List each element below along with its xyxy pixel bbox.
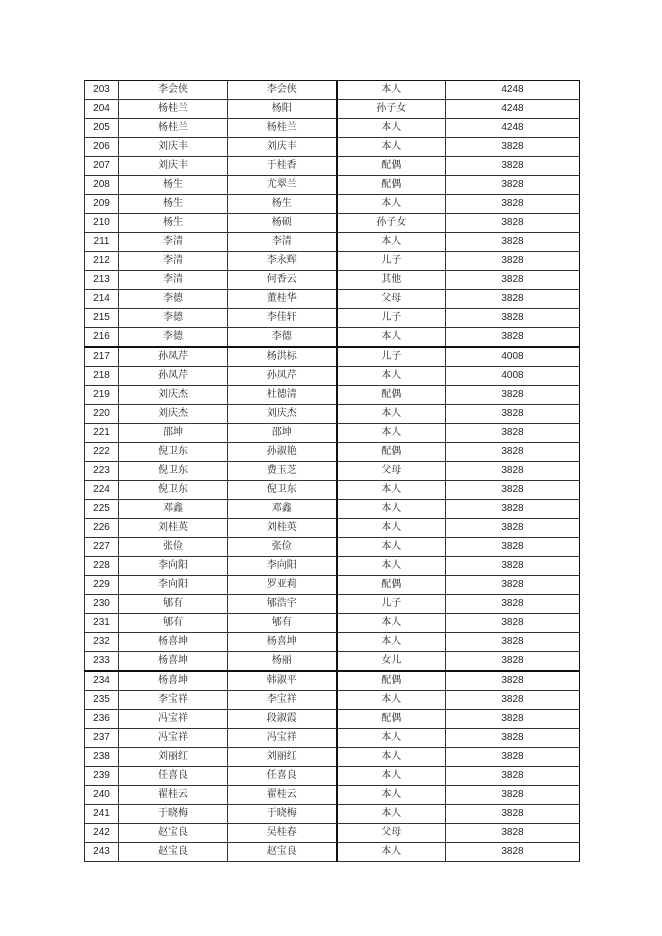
amount-cell: 3828 (446, 538, 580, 557)
householder-cell: 郇有 (119, 595, 228, 614)
relation-cell: 本人 (337, 614, 446, 633)
row-number-cell: 215 (85, 309, 119, 328)
member-name-cell: 李佳轩 (228, 309, 337, 328)
householder-cell: 李清 (119, 233, 228, 252)
member-name-cell: 李永辉 (228, 252, 337, 271)
householder-cell: 杨喜坤 (119, 671, 228, 691)
row-number-cell: 223 (85, 462, 119, 481)
member-name-cell: 李会侠 (228, 81, 337, 100)
householder-cell: 刘桂英 (119, 519, 228, 538)
amount-cell: 3828 (446, 405, 580, 424)
member-name-cell: 杨喜坤 (228, 633, 337, 652)
relation-cell: 本人 (337, 786, 446, 805)
member-name-cell: 邵坤 (228, 424, 337, 443)
amount-cell: 3828 (446, 290, 580, 309)
householder-cell: 孙凤芹 (119, 347, 228, 367)
row-number-cell: 210 (85, 214, 119, 233)
member-name-cell: 杨丽 (228, 652, 337, 672)
member-name-cell: 费玉芝 (228, 462, 337, 481)
relation-cell: 配偶 (337, 386, 446, 405)
row-number-cell: 204 (85, 100, 119, 119)
table-row (85, 576, 580, 595)
amount-cell: 3828 (446, 462, 580, 481)
householder-cell: 李宝祥 (119, 691, 228, 710)
row-number-cell: 234 (85, 671, 119, 691)
row-number-cell: 226 (85, 519, 119, 538)
table-row (85, 538, 580, 557)
row-number-cell: 224 (85, 481, 119, 500)
member-name-cell: 刘庆丰 (228, 138, 337, 157)
relation-cell: 父母 (337, 462, 446, 481)
relation-cell: 配偶 (337, 176, 446, 195)
relation-cell: 本人 (337, 748, 446, 767)
amount-cell: 3828 (446, 233, 580, 252)
table-row (85, 443, 580, 462)
member-name-cell: 倪卫东 (228, 481, 337, 500)
householder-cell: 杨生 (119, 214, 228, 233)
householder-cell: 倪卫东 (119, 443, 228, 462)
amount-cell: 4008 (446, 367, 580, 386)
table-row (85, 633, 580, 652)
relation-cell: 儿子 (337, 347, 446, 367)
row-number-cell: 225 (85, 500, 119, 519)
member-name-cell: 郇浩宇 (228, 595, 337, 614)
amount-cell: 3828 (446, 481, 580, 500)
table-row (85, 748, 580, 767)
row-number-cell: 229 (85, 576, 119, 595)
householder-cell: 倪卫东 (119, 462, 228, 481)
relation-cell: 本人 (337, 328, 446, 348)
relation-cell: 本人 (337, 233, 446, 252)
householder-cell: 任喜良 (119, 767, 228, 786)
relation-cell: 儿子 (337, 595, 446, 614)
amount-cell: 3828 (446, 138, 580, 157)
row-number-cell: 230 (85, 595, 119, 614)
table-row (85, 176, 580, 195)
amount-cell: 3828 (446, 710, 580, 729)
householder-cell: 邓鑫 (119, 500, 228, 519)
row-number-cell: 242 (85, 824, 119, 843)
row-number-cell: 227 (85, 538, 119, 557)
table-row (85, 557, 580, 576)
relation-cell: 本人 (337, 633, 446, 652)
amount-cell: 3828 (446, 614, 580, 633)
member-name-cell: 任喜良 (228, 767, 337, 786)
amount-cell: 3828 (446, 424, 580, 443)
table-row (85, 328, 580, 348)
row-number-cell: 237 (85, 729, 119, 748)
member-name-cell: 张俭 (228, 538, 337, 557)
relation-cell: 本人 (337, 481, 446, 500)
member-name-cell: 邓鑫 (228, 500, 337, 519)
member-name-cell: 韩淑平 (228, 671, 337, 691)
householder-cell: 李清 (119, 271, 228, 290)
table-row (85, 767, 580, 786)
member-name-cell: 刘庆杰 (228, 405, 337, 424)
amount-cell: 4248 (446, 119, 580, 138)
member-name-cell: 杨洪标 (228, 347, 337, 367)
row-number-cell: 220 (85, 405, 119, 424)
member-name-cell: 段淑霞 (228, 710, 337, 729)
relation-cell: 孙子女 (337, 100, 446, 119)
amount-cell: 3828 (446, 843, 580, 862)
row-number-cell: 240 (85, 786, 119, 805)
row-number-cell: 222 (85, 443, 119, 462)
row-number-cell: 241 (85, 805, 119, 824)
amount-cell: 3828 (446, 214, 580, 233)
relation-cell: 配偶 (337, 443, 446, 462)
householder-cell: 刘庆杰 (119, 386, 228, 405)
amount-cell: 3828 (446, 500, 580, 519)
table-row (85, 519, 580, 538)
table-row (85, 195, 580, 214)
row-number-cell: 236 (85, 710, 119, 729)
row-number-cell: 208 (85, 176, 119, 195)
relation-cell: 本人 (337, 729, 446, 748)
householder-cell: 杨桂兰 (119, 100, 228, 119)
amount-cell: 3828 (446, 652, 580, 672)
householder-cell: 赵宝良 (119, 824, 228, 843)
row-number-cell: 239 (85, 767, 119, 786)
householder-cell: 杨喜坤 (119, 633, 228, 652)
roster-table (84, 80, 580, 862)
row-number-cell: 235 (85, 691, 119, 710)
relation-cell: 本人 (337, 81, 446, 100)
householder-cell: 杨桂兰 (119, 119, 228, 138)
amount-cell: 3828 (446, 671, 580, 691)
amount-cell: 3828 (446, 805, 580, 824)
member-name-cell: 于晓梅 (228, 805, 337, 824)
relation-cell: 父母 (337, 290, 446, 309)
relation-cell: 其他 (337, 271, 446, 290)
row-number-cell: 212 (85, 252, 119, 271)
relation-cell: 本人 (337, 691, 446, 710)
householder-cell: 翟桂云 (119, 786, 228, 805)
table-row (85, 367, 580, 386)
member-name-cell: 赵宝良 (228, 843, 337, 862)
member-name-cell: 何香云 (228, 271, 337, 290)
amount-cell: 4248 (446, 100, 580, 119)
table-row (85, 405, 580, 424)
member-name-cell: 杨阳 (228, 100, 337, 119)
table-row (85, 500, 580, 519)
amount-cell: 3828 (446, 195, 580, 214)
table-row (85, 271, 580, 290)
member-name-cell: 翟桂云 (228, 786, 337, 805)
table-row (85, 710, 580, 729)
householder-cell: 杨喜坤 (119, 652, 228, 672)
householder-cell: 冯宝祥 (119, 729, 228, 748)
relation-cell: 本人 (337, 138, 446, 157)
amount-cell: 3828 (446, 595, 580, 614)
relation-cell: 配偶 (337, 671, 446, 691)
row-number-cell: 216 (85, 328, 119, 348)
table-row (85, 119, 580, 138)
row-number-cell: 228 (85, 557, 119, 576)
member-name-cell: 孙凤芹 (228, 367, 337, 386)
relation-cell: 配偶 (337, 710, 446, 729)
relation-cell: 配偶 (337, 576, 446, 595)
amount-cell: 3828 (446, 309, 580, 328)
table-row (85, 233, 580, 252)
member-name-cell: 杨硕 (228, 214, 337, 233)
amount-cell: 3828 (446, 767, 580, 786)
relation-cell: 本人 (337, 405, 446, 424)
householder-cell: 刘庆丰 (119, 138, 228, 157)
row-number-cell: 238 (85, 748, 119, 767)
relation-cell: 本人 (337, 195, 446, 214)
row-number-cell: 219 (85, 386, 119, 405)
row-number-cell: 209 (85, 195, 119, 214)
table-row (85, 786, 580, 805)
amount-cell: 3828 (446, 328, 580, 348)
amount-cell: 4248 (446, 81, 580, 100)
table-row (85, 481, 580, 500)
amount-cell: 3828 (446, 748, 580, 767)
amount-cell: 3828 (446, 386, 580, 405)
table-row (85, 614, 580, 633)
table-row (85, 671, 580, 691)
table-row (85, 652, 580, 672)
member-name-cell: 李清 (228, 233, 337, 252)
roster-sheet (84, 80, 579, 862)
table-row (85, 214, 580, 233)
amount-cell: 3828 (446, 176, 580, 195)
table-row (85, 843, 580, 862)
row-number-cell: 232 (85, 633, 119, 652)
householder-cell: 张俭 (119, 538, 228, 557)
row-number-cell: 218 (85, 367, 119, 386)
amount-cell: 3828 (446, 691, 580, 710)
member-name-cell: 李宝祥 (228, 691, 337, 710)
member-name-cell: 杨生 (228, 195, 337, 214)
row-number-cell: 243 (85, 843, 119, 862)
amount-cell: 3828 (446, 443, 580, 462)
table-row (85, 595, 580, 614)
row-number-cell: 214 (85, 290, 119, 309)
member-name-cell: 罗亚莉 (228, 576, 337, 595)
householder-cell: 李清 (119, 252, 228, 271)
relation-cell: 配偶 (337, 157, 446, 176)
relation-cell: 本人 (337, 805, 446, 824)
relation-cell: 儿子 (337, 309, 446, 328)
relation-cell: 父母 (337, 824, 446, 843)
member-name-cell: 尤翠兰 (228, 176, 337, 195)
relation-cell: 儿子 (337, 252, 446, 271)
row-number-cell: 207 (85, 157, 119, 176)
amount-cell: 3828 (446, 824, 580, 843)
householder-cell: 杨生 (119, 195, 228, 214)
member-name-cell: 刘丽红 (228, 748, 337, 767)
relation-cell: 本人 (337, 500, 446, 519)
relation-cell: 本人 (337, 519, 446, 538)
roster-body (85, 81, 580, 862)
row-number-cell: 221 (85, 424, 119, 443)
householder-cell: 刘丽红 (119, 748, 228, 767)
table-row (85, 347, 580, 367)
householder-cell: 李德 (119, 290, 228, 309)
householder-cell: 郇有 (119, 614, 228, 633)
member-name-cell: 李德 (228, 328, 337, 348)
householder-cell: 孙凤芹 (119, 367, 228, 386)
member-name-cell: 吴桂春 (228, 824, 337, 843)
table-row (85, 100, 580, 119)
householder-cell: 刘庆丰 (119, 157, 228, 176)
householder-cell: 李德 (119, 309, 228, 328)
amount-cell: 3828 (446, 633, 580, 652)
table-row (85, 462, 580, 481)
member-name-cell: 董桂华 (228, 290, 337, 309)
row-number-cell: 231 (85, 614, 119, 633)
table-row (85, 138, 580, 157)
table-row (85, 424, 580, 443)
table-row (85, 309, 580, 328)
amount-cell: 3828 (446, 786, 580, 805)
householder-cell: 杨生 (119, 176, 228, 195)
table-row (85, 386, 580, 405)
table-row (85, 252, 580, 271)
amount-cell: 3828 (446, 576, 580, 595)
amount-cell: 3828 (446, 271, 580, 290)
amount-cell: 3828 (446, 157, 580, 176)
relation-cell: 本人 (337, 538, 446, 557)
householder-cell: 赵宝良 (119, 843, 228, 862)
householder-cell: 李向阳 (119, 557, 228, 576)
householder-cell: 邵坤 (119, 424, 228, 443)
amount-cell: 3828 (446, 252, 580, 271)
relation-cell: 本人 (337, 557, 446, 576)
row-number-cell: 206 (85, 138, 119, 157)
member-name-cell: 于桂香 (228, 157, 337, 176)
table-row (85, 157, 580, 176)
relation-cell: 本人 (337, 843, 446, 862)
householder-cell: 冯宝祥 (119, 710, 228, 729)
relation-cell: 女儿 (337, 652, 446, 672)
member-name-cell: 杨桂兰 (228, 119, 337, 138)
row-number-cell: 233 (85, 652, 119, 672)
householder-cell: 倪卫东 (119, 481, 228, 500)
householder-cell: 李向阳 (119, 576, 228, 595)
row-number-cell: 217 (85, 347, 119, 367)
member-name-cell: 孙淑艳 (228, 443, 337, 462)
member-name-cell: 杜德清 (228, 386, 337, 405)
relation-cell: 本人 (337, 424, 446, 443)
amount-cell: 3828 (446, 729, 580, 748)
row-number-cell: 211 (85, 233, 119, 252)
amount-cell: 3828 (446, 557, 580, 576)
relation-cell: 本人 (337, 367, 446, 386)
member-name-cell: 冯宝祥 (228, 729, 337, 748)
relation-cell: 本人 (337, 767, 446, 786)
member-name-cell: 刘桂英 (228, 519, 337, 538)
table-row (85, 81, 580, 100)
member-name-cell: 郇有 (228, 614, 337, 633)
householder-cell: 刘庆杰 (119, 405, 228, 424)
row-number-cell: 203 (85, 81, 119, 100)
amount-cell: 4008 (446, 347, 580, 367)
householder-cell: 李德 (119, 328, 228, 348)
table-row (85, 691, 580, 710)
amount-cell: 3828 (446, 519, 580, 538)
row-number-cell: 205 (85, 119, 119, 138)
row-number-cell: 213 (85, 271, 119, 290)
householder-cell: 李会侠 (119, 81, 228, 100)
relation-cell: 本人 (337, 119, 446, 138)
table-row (85, 824, 580, 843)
relation-cell: 孙子女 (337, 214, 446, 233)
table-row (85, 805, 580, 824)
householder-cell: 于晓梅 (119, 805, 228, 824)
table-row (85, 729, 580, 748)
table-row (85, 290, 580, 309)
member-name-cell: 李向阳 (228, 557, 337, 576)
